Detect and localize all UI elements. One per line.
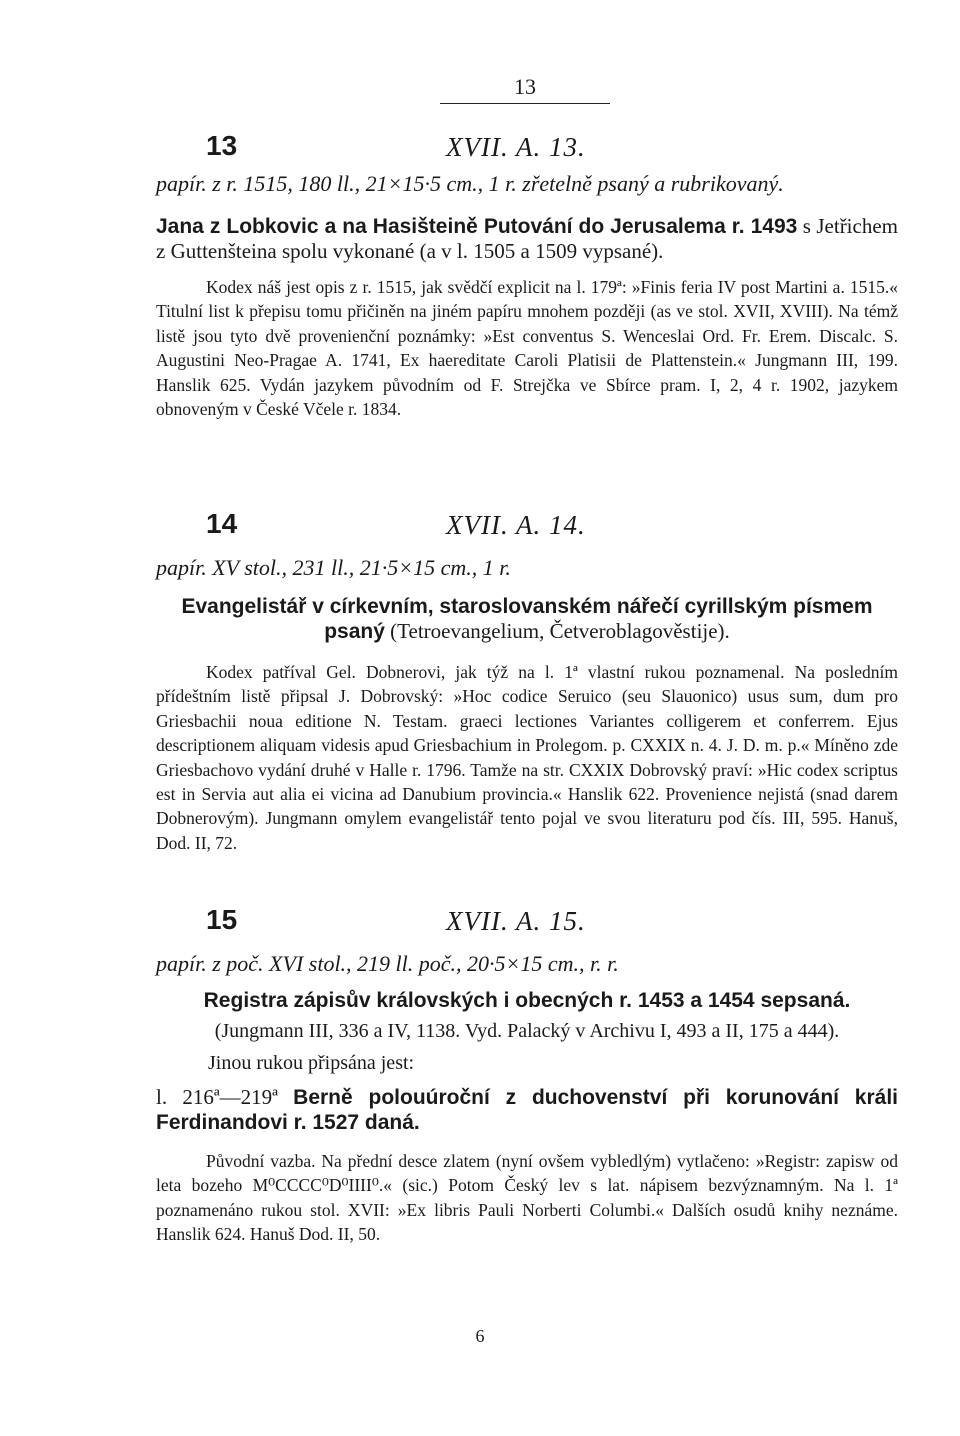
footer-page-number: 6: [475, 1326, 485, 1346]
entry-description: Kodex náš jest opis z r. 1515, jak svědčí explicit na l. 179ª: »Finis feria IV post Martini a. 1515.« Titulní list k přepisu tomu přičiněn na jiném papíru mnohem později (as ve stol. XVII, XVIII). Na témž listě jsou tyto dvě provenienční poznámky: »Est conventus S. Wenceslai Ord. Fr. Erem. Discalc. S. Augustini Neo-Pragae A. 1741, Ex haereditate Caroli Platisii de Plattenstein.« Jungmann III, 199. Hanslik 625. Vydán jazykem původním od F. Strejčka ve Sbírce pram. I, 2, 4 r. 1902, jazykem obnoveným v České Včele r. 1834.: [156, 277, 898, 420]
entry-14: [156, 508, 898, 855]
entry-added-prefix: l. 216ª—219ª: [156, 1085, 294, 1109]
entry-title-rest: (Tetroevangelium, Četveroblagověstije).: [384, 619, 730, 643]
entry-subtitle: (Jungmann III, 336 a IV, 1138. Vyd. Palacký v Archivu I, 493 a II, 175 a 444).: [214, 1020, 840, 1042]
entry-number: 15: [206, 904, 238, 935]
entry-number: 14: [206, 508, 238, 539]
entry-signature: XVII. A. 14.: [446, 510, 586, 540]
entry-added-label: Jinou rukou připsána jest:: [208, 1052, 415, 1074]
entry-15: [156, 904, 898, 1247]
entry-signature: XVII. A. 13.: [446, 132, 586, 162]
entry-added-text: [156, 1085, 898, 1135]
entry-title-bold: Evangelistář v církevním, staroslovanském nářečí cyrillským písmem psaný: [181, 595, 873, 643]
entry-header: [156, 904, 898, 944]
entry-header: [156, 130, 898, 170]
entry-title-bold: Registra zápisův královských i obecných r. 1453 a 1454 sepsaná.: [203, 989, 851, 1012]
entry-13: [156, 130, 898, 421]
entry-meta: papír. z r. 1515, 180 ll., 21×15·5 cm., 1 r. zřetelně psaný a rubrikovaný.: [156, 171, 784, 196]
entry-title: [156, 594, 898, 644]
entry-title-rest: s Jetřichem z Guttenšteina spolu vykonané (a v l. 1505 a 1509 vypsané).: [156, 214, 898, 263]
entry-signature: XVII. A. 15.: [446, 906, 586, 936]
entry-number: 13: [206, 130, 238, 161]
entry-header: [156, 508, 898, 548]
entry-added-bold: Berně polouúroční z duchovenství při korunování králi Ferdinandovi r. 1527 daná.: [156, 1086, 898, 1134]
entry-title-bold: Jana z Lobkovic a na Hasišteině Putování do Jerusalema r. 1493: [156, 215, 798, 238]
entry-description: Původní vazba. Na přední desce zlatem (nyní ovšem vybledlým) vytlačeno: »Registr: zapisw od leta bozeho M⁰CCCC⁰D⁰IIII⁰.« (sic.) Potom Český lev s lat. nápisem bezvýznamným. Na l. 1ª poznamenáno rukou stol. XVII: »Ex libris Pauli Norberti Columbi.« Dalších osudů knihy neznáme. Hanslik 624. Hanuš Dod. II, 50.: [156, 1151, 898, 1245]
entry-description: Kodex patříval Gel. Dobnerovi, jak týž na l. 1ª vlastní rukou poznamenal. Na posledním přídeštním listě připsal J. Dobrovský: »Hoc codice Seruico (seu Slauonico) usus sum, dum pro Griesbachii noua editione N. Testam. graeci lectiones Variantes colligerem et conferrem. Ejus descriptionem aliquam videsis apud Griesbachium in Prolegom. p. CXXIX n. 4. J. D. m. p.« Míněno zde Griesbachovo vydání druhé v Halle r. 1796. Tamže na str. CXXIX Dobrovský praví: »Hic codex scriptus est in Servia aut alia ei vicina ad Danubium provincia.« Hanslik 622. Provenience nejistá (snad darem Dobnerovým). Jungmann omylem evangelistář tento pojal ve svou literaturu pod čís. III, 595. Hanuš, Dod. II, 72.: [156, 662, 898, 853]
entry-meta: papír. z poč. XVI stol., 219 ll. poč., 20·5×15 cm., r. r.: [156, 951, 619, 976]
entry-title: [156, 214, 898, 263]
page-header: 13: [440, 74, 610, 104]
entry-meta: papír. XV stol., 231 ll., 21·5×15 cm., 1 r.: [156, 555, 511, 580]
entry-title: [156, 988, 898, 1013]
